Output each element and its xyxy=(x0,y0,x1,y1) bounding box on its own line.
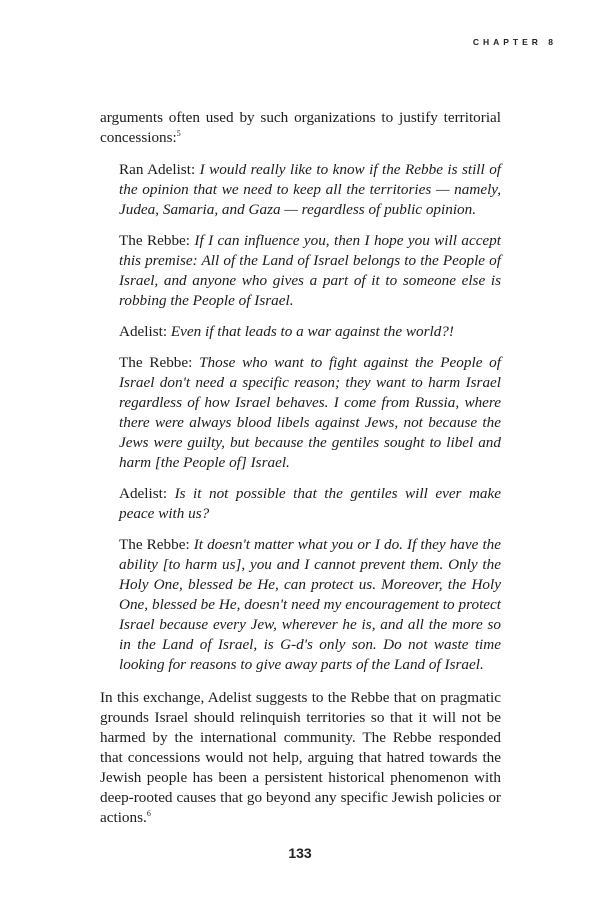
intro-paragraph xyxy=(100,108,501,148)
quote-speech: I would really like to know if the Rebbe is still of the opinion that we need to keep all the territories — namely, Judea, Samaria, and Gaza — regardless of public opinion. xyxy=(119,161,502,218)
quote-speech: Even if that leads to a war against the world?! xyxy=(170,323,454,340)
closing-text: In this exchange, Adelist suggests to the Rebbe that on pragmatic grounds Israel should relinquish territories so that it will not be harmed by the international community. The Rebbe responded that concessions would not help, arguing that hatred towards the Jewish people has been a persistent historical phenomenon with deep-rooted causes that go beyond any specific Jewish policies or actions. xyxy=(100,689,501,826)
quote-speech: Is it not possible that the gentiles will ever make peace with us? xyxy=(119,485,502,522)
quote-speaker: Adelist: xyxy=(119,485,175,502)
running-head: CHAPTER 8 xyxy=(472,37,557,47)
footnote-marker[interactable]: 6 xyxy=(146,809,151,818)
closing-paragraph xyxy=(100,688,501,828)
page-number: 133 xyxy=(288,845,312,861)
intro-text: arguments often used by such organizations to justify territorial concessions: xyxy=(100,109,501,146)
quote-speaker: The Rebbe: xyxy=(119,232,195,249)
quote-speech: It doesn't matter what you or I do. If they have the ability [to harm us], you and I cannot prevent them. Only the Holy One, blessed be He, can protect us. Moreover, the Holy One, blessed be He, doesn't need my encouragement to protect Israel because every Jew, wherever he is, and all the more so in the Land of Israel, is G-d's only son. Do not waste time looking for reasons to give away parts of the Land of Israel. xyxy=(119,536,501,673)
quote-speaker: Ran Adelist: xyxy=(119,161,200,178)
quote-block xyxy=(119,353,501,473)
quote-speaker: The Rebbe: xyxy=(119,536,194,553)
footnote-marker[interactable]: 5 xyxy=(176,129,181,138)
quote-block xyxy=(119,160,501,220)
quote-block xyxy=(119,535,501,675)
quote-speech: Those who want to fight against the People of Israel don't need a specific reason; they want to harm Israel regardless of how Israel behaves. I come from Russia, where there were always blood libels against Jews, not because the Jews were guilty, but because the gentiles sought to libel and harm [the People of] Israel. xyxy=(119,354,501,471)
quote-speaker: The Rebbe: xyxy=(119,354,200,371)
quote-speaker: Adelist: xyxy=(119,323,171,340)
quote-speech: If I can influence you, then I hope you will accept this premise: All of the Land of Israel belongs to the People of Israel, and anyone who gives a part of it to someone else is robbing the People of Israel. xyxy=(119,232,501,309)
quote-block xyxy=(119,231,501,311)
page-body xyxy=(100,108,501,828)
quote-block xyxy=(119,484,501,524)
quote-block xyxy=(119,322,501,342)
